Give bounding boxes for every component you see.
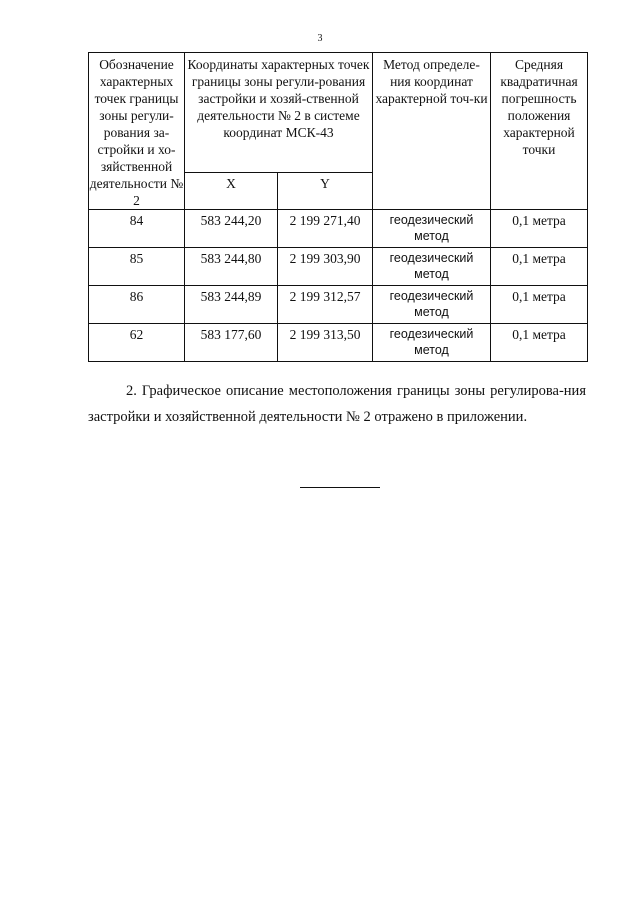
cell-method: геодезический метод [373,210,491,248]
cell-point: 84 [89,210,185,248]
cell-method: геодезический метод [373,248,491,286]
header-point-designation: Обозначение характерных точек границы зоны регули-рования за-стройки и хо-зяйственной деятельности № 2 [89,53,185,210]
table-row [89,286,588,324]
cell-point: 62 [89,324,185,362]
cell-x: 583 244,89 [185,286,278,324]
cell-error: 0,1 метра [491,324,588,362]
coordinates-table [88,52,588,362]
table-header-row [89,53,588,173]
header-y: Y [278,173,373,210]
header-method: Метод определе-ния координат характерной точ-ки [373,53,491,210]
cell-x: 583 244,20 [185,210,278,248]
cell-error: 0,1 метра [491,210,588,248]
cell-x: 583 244,80 [185,248,278,286]
cell-method: геодезический метод [373,286,491,324]
table-row [89,210,588,248]
cell-method: геодезический метод [373,324,491,362]
table-row [89,324,588,362]
cell-point: 86 [89,286,185,324]
cell-x: 583 177,60 [185,324,278,362]
table-row [89,248,588,286]
cell-y: 2 199 312,57 [278,286,373,324]
cell-y: 2 199 303,90 [278,248,373,286]
cell-error: 0,1 метра [491,248,588,286]
cell-error: 0,1 метра [491,286,588,324]
body-paragraph: 2. Графическое описание местоположения границы зоны регулирова-ния застройки и хозяйственной деятельности № 2 отражено в приложении. [88,383,586,425]
cell-y: 2 199 313,50 [278,324,373,362]
header-coordinates: Координаты характерных точек границы зоны регули-рования застройки и хозяй-ственной деятельности № 2 в системе координат МСК-43 [185,53,373,173]
page-number: 3 [317,33,323,44]
cell-y: 2 199 271,40 [278,210,373,248]
header-x: X [185,173,278,210]
section-divider [300,487,380,488]
cell-point: 85 [89,248,185,286]
header-error: Средняя квадратичная погрешность положения характерной точки [491,53,588,210]
